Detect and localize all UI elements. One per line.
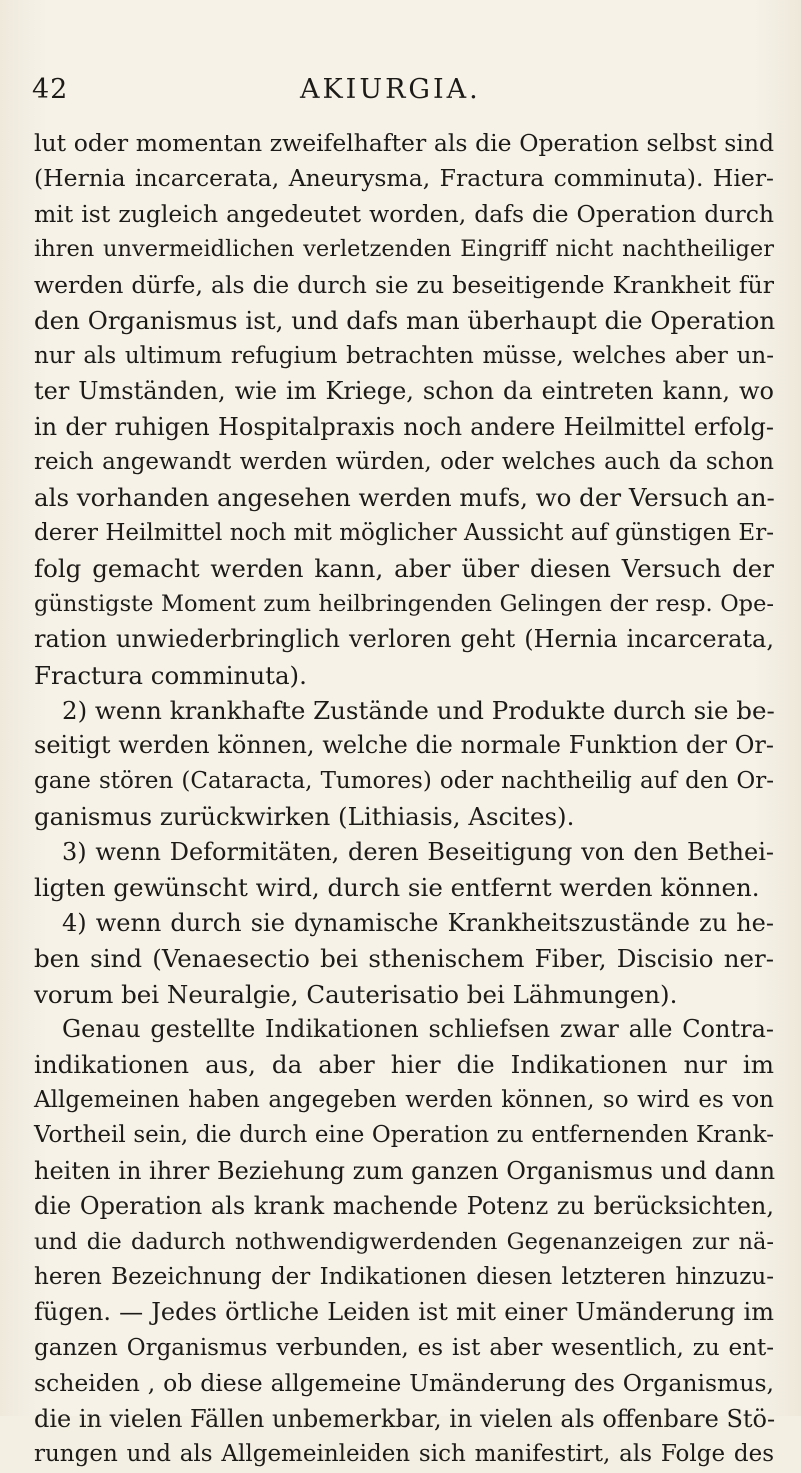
text-line: werden dürfe, als die durch sie zu beseitigende Krankheit für bbox=[34, 270, 774, 299]
text-line: günstigste Moment zum heilbringenden Gelingen der resp. Ope- bbox=[34, 590, 774, 617]
text-line: nur als ultimum refugium betrachten müsse, welches aber un- bbox=[34, 342, 774, 369]
running-head: AKIURGIA. bbox=[300, 74, 481, 105]
text-line: und die dadurch nothwendigwerdenden Gegenanzeigen zur nä- bbox=[34, 1228, 774, 1255]
body-text bbox=[34, 126, 774, 1473]
text-line: ihren unvermeidlichen verletzenden Eingriff nicht nachtheiliger bbox=[34, 236, 774, 263]
text-line: Genau gestellte Indikationen schliefsen zwar alle Contra- bbox=[62, 1014, 774, 1043]
text-line: heiten in ihrer Beziehung zum ganzen Organismus und dann bbox=[34, 1156, 776, 1185]
page-number: 42 bbox=[32, 74, 69, 105]
text-line: derer Heilmittel noch mit möglicher Aussicht auf günstigen Er- bbox=[34, 519, 774, 546]
text-line: fügen. — Jedes örtliche Leiden ist mit einer Umänderung im bbox=[34, 1298, 774, 1327]
text-line: 4) wenn durch sie dynamische Krankheitszustände zu he- bbox=[62, 908, 774, 937]
text-line: seitigt werden können, welche die normale Funktion der Or- bbox=[34, 731, 774, 760]
text-line: ganzen Organismus verbunden, es ist aber wesentlich, zu ent- bbox=[34, 1334, 774, 1361]
text-line: lut oder momentan zweifelhafter als die Operation selbst sind bbox=[34, 129, 774, 157]
text-line: Allgemeinen haben angegeben werden können, so wird es von bbox=[34, 1086, 774, 1113]
text-line: indikationen aus, da aber hier die Indikationen nur im bbox=[34, 1050, 774, 1080]
text-line: (Hernia incarcerata, Aneurysma, Fractura comminuta). Hier- bbox=[34, 164, 774, 193]
text-line: die Operation als krank machende Potenz zu berücksichten, bbox=[34, 1192, 774, 1221]
text-line: in der ruhigen Hospitalpraxis noch andere Heilmittel erfolg- bbox=[34, 412, 774, 441]
text-line: ration unwiederbringlich verloren geht (Hernia incarcerata, bbox=[34, 625, 774, 654]
page-header bbox=[0, 74, 801, 114]
text-line: gane stören (Cataracta, Tumores) oder nachtheilig auf den Or- bbox=[34, 767, 774, 794]
text-line: ligten gewünscht wird, durch sie entfernt werden können. bbox=[34, 873, 760, 903]
text-line: den Organismus ist, und dafs man überhaupt die Operation bbox=[34, 306, 776, 336]
text-line: ter Umständen, wie im Kriege, schon da eintreten kann, wo bbox=[34, 377, 774, 406]
text-line: Vortheil sein, die durch eine Operation zu entfernenden Krank- bbox=[34, 1122, 774, 1149]
text-line: als vorhanden angesehen werden mufs, wo der Versuch an- bbox=[34, 483, 775, 513]
text-line: reich angewandt werden würden, oder welches auch da schon bbox=[34, 448, 774, 475]
text-line: vorum bei Neuralgie, Cauterisatio bei Lähmungen). bbox=[34, 979, 678, 1009]
text-line: scheiden , ob diese allgemeine Umänderung des Organismus, bbox=[34, 1369, 774, 1398]
text-line: 2) wenn krankhafte Zustände und Produkte durch sie be- bbox=[62, 696, 775, 725]
text-line: Fractura comminuta). bbox=[34, 660, 307, 690]
text-line: ganismus zurückwirken (Lithiasis, Ascites). bbox=[34, 802, 575, 832]
text-line: ben sind (Venaesectio bei sthenischem Fiber, Discisio ner- bbox=[34, 944, 774, 974]
text-line: die in vielen Fällen unbemerkbar, in vielen als offenbare Stö- bbox=[34, 1404, 776, 1433]
text-line: 3) wenn Deformitäten, deren Beseitigung von den Bethei- bbox=[62, 837, 774, 866]
text-line: rungen und als Allgemeinleiden sich manifestirt, als Folge des bbox=[34, 1441, 774, 1468]
text-line: heren Bezeichnung der Indikationen diesen letzteren hinzuzu- bbox=[34, 1264, 774, 1290]
text-line: folg gemacht werden kann, aber über diesen Versuch der bbox=[34, 554, 774, 584]
text-line: mit ist zugleich angedeutet worden, dafs die Operation durch bbox=[34, 199, 774, 228]
